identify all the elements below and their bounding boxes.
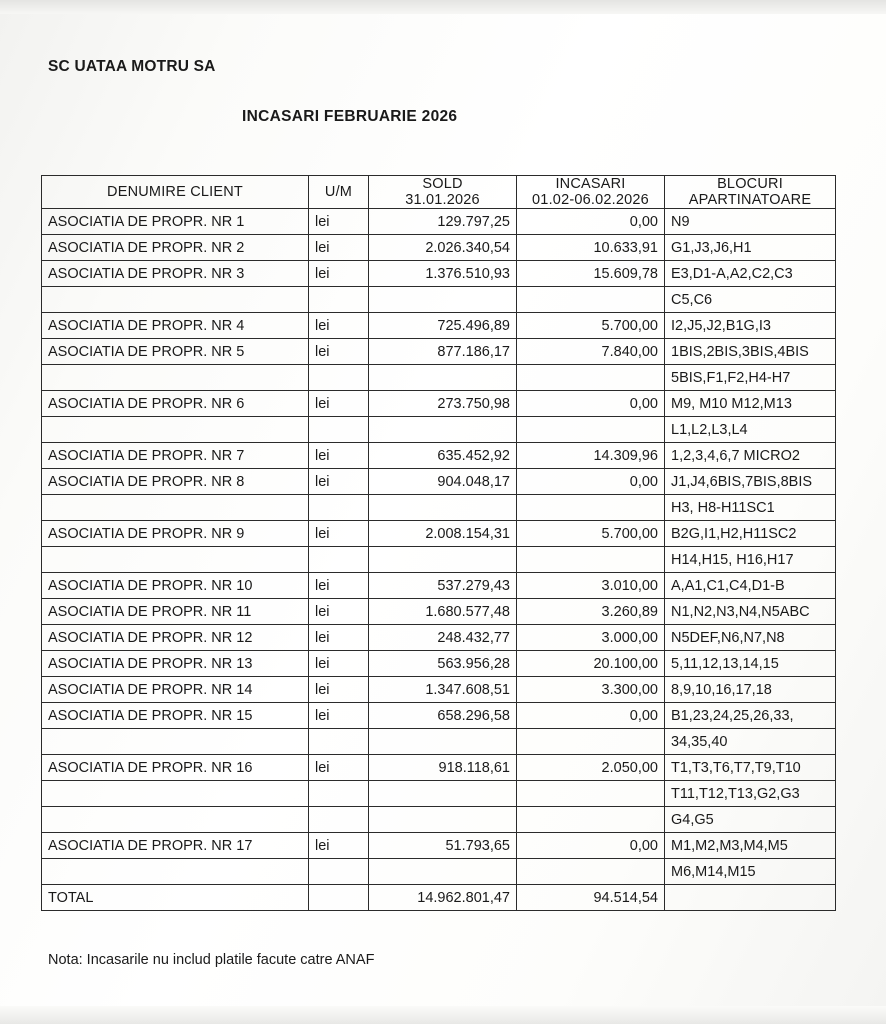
cell-sold: 537.279,43 [369,573,517,599]
cell-um: lei [309,833,369,859]
cell-total-sold: 14.962.801,47 [369,885,517,911]
cell-um [309,287,369,313]
cell-incasari: 3.300,00 [517,677,665,703]
incasari-table [41,175,836,911]
cell-incasari: 3.010,00 [517,573,665,599]
table-row [42,521,836,547]
cell-client: ASOCIATIA DE PROPR. NR 6 [42,391,309,417]
cell-sold: 658.296,58 [369,703,517,729]
table-row [42,651,836,677]
table-row [42,495,836,521]
cell-total-label: TOTAL [42,885,309,911]
cell-client: ASOCIATIA DE PROPR. NR 17 [42,833,309,859]
table-row [42,209,836,235]
column-header-incasari [517,176,665,209]
table-body [42,209,836,911]
cell-sold [369,547,517,573]
table-row [42,313,836,339]
cell-client: ASOCIATIA DE PROPR. NR 2 [42,235,309,261]
cell-sold [369,859,517,885]
cell-sold [369,807,517,833]
cell-um: lei [309,261,369,287]
cell-incasari [517,729,665,755]
cell-um [309,365,369,391]
cell-sold: 1.376.510,93 [369,261,517,287]
cell-sold [369,729,517,755]
cell-blocuri: 1BIS,2BIS,3BIS,4BIS [665,339,836,365]
cell-total-blocuri [665,885,836,911]
cell-incasari: 7.840,00 [517,339,665,365]
cell-blocuri: M1,M2,M3,M4,M5 [665,833,836,859]
cell-sold [369,495,517,521]
table-row [42,677,836,703]
table-row [42,365,836,391]
table-row [42,547,836,573]
cell-blocuri: B1,23,24,25,26,33, [665,703,836,729]
incasari-table-wrapper [41,175,835,911]
cell-incasari: 10.633,91 [517,235,665,261]
column-header-incasari-line1: INCASARI [555,176,626,192]
table-row [42,703,836,729]
cell-incasari: 0,00 [517,703,665,729]
cell-um [309,859,369,885]
cell-blocuri: M6,M14,M15 [665,859,836,885]
table-row [42,235,836,261]
cell-incasari: 0,00 [517,469,665,495]
cell-blocuri: N9 [665,209,836,235]
cell-incasari [517,495,665,521]
table-row [42,781,836,807]
cell-incasari: 0,00 [517,391,665,417]
cell-blocuri: 34,35,40 [665,729,836,755]
cell-client: ASOCIATIA DE PROPR. NR 8 [42,469,309,495]
column-header-sold-line2: 31.01.2026 [405,192,480,208]
cell-blocuri: A,A1,C1,C4,D1-B [665,573,836,599]
cell-sold: 563.956,28 [369,651,517,677]
column-header-sold [369,176,517,209]
column-header-client [42,176,309,209]
cell-client [42,807,309,833]
cell-incasari: 5.700,00 [517,313,665,339]
cell-client: ASOCIATIA DE PROPR. NR 13 [42,651,309,677]
cell-sold: 904.048,17 [369,469,517,495]
cell-um: lei [309,391,369,417]
table-row [42,833,836,859]
column-header-client-line1: DENUMIRE CLIENT [107,184,243,200]
document-note: Nota: Incasarile nu includ platile facute catre ANAF [48,952,375,968]
column-header-um-line1: U/M [324,184,353,200]
cell-sold: 248.432,77 [369,625,517,651]
cell-um [309,807,369,833]
cell-um: lei [309,209,369,235]
cell-client: ASOCIATIA DE PROPR. NR 11 [42,599,309,625]
table-row [42,729,836,755]
cell-incasari [517,365,665,391]
cell-um: lei [309,313,369,339]
cell-client [42,417,309,443]
table-total-row [42,885,836,911]
cell-um [309,495,369,521]
cell-um: lei [309,521,369,547]
cell-um: lei [309,339,369,365]
column-header-um [309,176,369,209]
cell-client: ASOCIATIA DE PROPR. NR 5 [42,339,309,365]
cell-um: lei [309,469,369,495]
table-row [42,391,836,417]
table-row [42,599,836,625]
column-header-blocuri [665,176,836,209]
table-row [42,443,836,469]
cell-blocuri: M9, M10 M12,M13 [665,391,836,417]
cell-client [42,729,309,755]
cell-client [42,495,309,521]
table-header-row [42,176,836,209]
cell-sold: 273.750,98 [369,391,517,417]
cell-blocuri: G4,G5 [665,807,836,833]
table-row [42,625,836,651]
cell-um [309,547,369,573]
table-row [42,755,836,781]
table-row [42,261,836,287]
cell-total-um [309,885,369,911]
table-row [42,287,836,313]
cell-client: ASOCIATIA DE PROPR. NR 9 [42,521,309,547]
column-header-blocuri-line2: APARTINATOARE [688,192,812,208]
cell-incasari: 5.700,00 [517,521,665,547]
cell-blocuri: E3,D1-A,A2,C2,C3 [665,261,836,287]
cell-client [42,287,309,313]
cell-client [42,547,309,573]
cell-incasari [517,547,665,573]
cell-client: ASOCIATIA DE PROPR. NR 16 [42,755,309,781]
cell-sold: 918.118,61 [369,755,517,781]
cell-incasari: 14.309,96 [517,443,665,469]
table-row [42,573,836,599]
cell-sold [369,781,517,807]
cell-blocuri: 8,9,10,16,17,18 [665,677,836,703]
column-header-sold-line1: SOLD [422,176,463,192]
company-name: SC UATAA MOTRU SA [48,58,216,75]
table-row [42,417,836,443]
cell-client [42,859,309,885]
cell-incasari: 3.260,89 [517,599,665,625]
cell-um [309,729,369,755]
cell-sold [369,365,517,391]
cell-blocuri: H3, H8-H11SC1 [665,495,836,521]
cell-client: ASOCIATIA DE PROPR. NR 1 [42,209,309,235]
cell-incasari: 3.000,00 [517,625,665,651]
cell-sold: 1.347.608,51 [369,677,517,703]
cell-incasari [517,807,665,833]
cell-total-incasari: 94.514,54 [517,885,665,911]
column-header-blocuri-line1: BLOCURI [717,176,783,192]
cell-um: lei [309,677,369,703]
cell-um: lei [309,573,369,599]
cell-client [42,781,309,807]
cell-blocuri: H14,H15, H16,H17 [665,547,836,573]
cell-um [309,417,369,443]
cell-blocuri: N5DEF,N6,N7,N8 [665,625,836,651]
cell-client [42,365,309,391]
cell-sold: 725.496,89 [369,313,517,339]
cell-incasari [517,287,665,313]
cell-blocuri: T11,T12,T13,G2,G3 [665,781,836,807]
cell-incasari [517,417,665,443]
table-row [42,339,836,365]
cell-sold: 877.186,17 [369,339,517,365]
cell-client: ASOCIATIA DE PROPR. NR 4 [42,313,309,339]
cell-um [309,781,369,807]
cell-client: ASOCIATIA DE PROPR. NR 14 [42,677,309,703]
cell-blocuri: 5BIS,F1,F2,H4-H7 [665,365,836,391]
cell-incasari: 20.100,00 [517,651,665,677]
document-title: INCASARI FEBRUARIE 2026 [242,108,458,125]
cell-blocuri: 1,2,3,4,6,7 MICRO2 [665,443,836,469]
cell-blocuri: J1,J4,6BIS,7BIS,8BIS [665,469,836,495]
cell-sold: 129.797,25 [369,209,517,235]
table-header [42,176,836,209]
cell-sold: 2.008.154,31 [369,521,517,547]
column-header-incasari-line2: 01.02-06.02.2026 [532,192,649,208]
cell-sold [369,417,517,443]
cell-client: ASOCIATIA DE PROPR. NR 15 [42,703,309,729]
cell-incasari [517,859,665,885]
cell-client: ASOCIATIA DE PROPR. NR 3 [42,261,309,287]
table-row [42,859,836,885]
cell-blocuri: C5,C6 [665,287,836,313]
cell-client: ASOCIATIA DE PROPR. NR 12 [42,625,309,651]
cell-client: ASOCIATIA DE PROPR. NR 10 [42,573,309,599]
cell-blocuri: I2,J5,J2,B1G,I3 [665,313,836,339]
cell-sold [369,287,517,313]
cell-um: lei [309,443,369,469]
paper-edge-top [0,0,886,14]
cell-sold: 51.793,65 [369,833,517,859]
cell-blocuri: N1,N2,N3,N4,N5ABC [665,599,836,625]
cell-um: lei [309,625,369,651]
cell-incasari [517,781,665,807]
cell-incasari: 0,00 [517,833,665,859]
cell-um: lei [309,703,369,729]
cell-um: lei [309,599,369,625]
paper-edge-bottom [0,1006,886,1024]
cell-blocuri: G1,J3,J6,H1 [665,235,836,261]
cell-blocuri: B2G,I1,H2,H11SC2 [665,521,836,547]
cell-blocuri: L1,L2,L3,L4 [665,417,836,443]
table-row [42,469,836,495]
table-row [42,807,836,833]
cell-um: lei [309,651,369,677]
cell-um: lei [309,755,369,781]
cell-incasari: 2.050,00 [517,755,665,781]
cell-client: ASOCIATIA DE PROPR. NR 7 [42,443,309,469]
cell-incasari: 15.609,78 [517,261,665,287]
cell-blocuri: T1,T3,T6,T7,T9,T10 [665,755,836,781]
cell-sold: 2.026.340,54 [369,235,517,261]
cell-incasari: 0,00 [517,209,665,235]
cell-um: lei [309,235,369,261]
cell-sold: 1.680.577,48 [369,599,517,625]
cell-blocuri: 5,11,12,13,14,15 [665,651,836,677]
cell-sold: 635.452,92 [369,443,517,469]
